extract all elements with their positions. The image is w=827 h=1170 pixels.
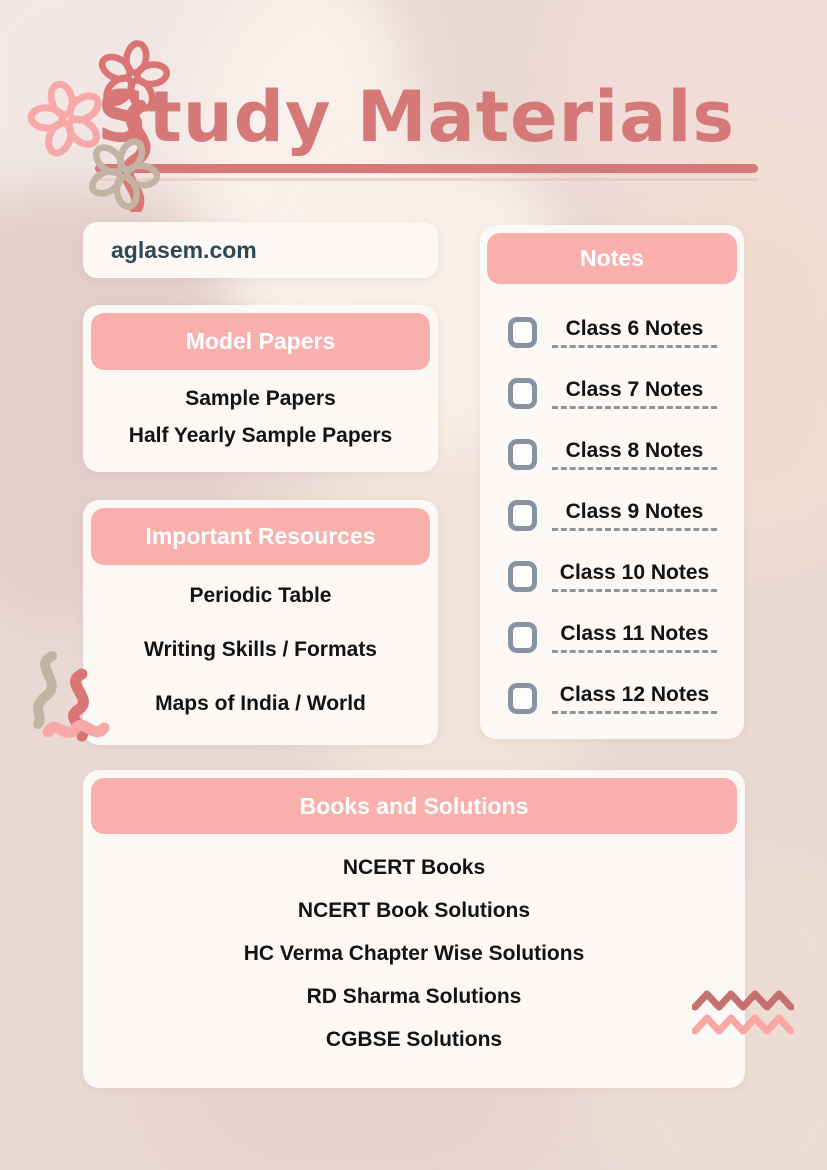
important-resources-header: Important Resources <box>91 508 430 565</box>
note-checkbox[interactable] <box>508 561 537 592</box>
note-row <box>508 363 744 424</box>
note-checkbox[interactable] <box>508 439 537 470</box>
dashed-underline <box>552 467 717 470</box>
dashed-underline <box>552 345 717 348</box>
note-row <box>508 607 744 668</box>
note-row <box>508 485 744 546</box>
note-checkbox[interactable] <box>508 622 537 653</box>
note-checkbox[interactable] <box>508 378 537 409</box>
title-underline <box>95 164 758 173</box>
list-item: NCERT Book Solutions <box>297 899 531 922</box>
dashed-underline <box>552 406 717 409</box>
notes-header: Notes <box>487 233 737 284</box>
note-link[interactable]: Class 11 Notes <box>560 622 709 645</box>
model-papers-card <box>83 305 438 472</box>
list-item: Half Yearly Sample Papers <box>128 424 393 447</box>
list-item: CGBSE Solutions <box>325 1028 503 1051</box>
list-item: HC Verma Chapter Wise Solutions <box>243 942 585 965</box>
site-card <box>83 222 438 278</box>
note-checkbox[interactable] <box>508 317 537 348</box>
list-item: RD Sharma Solutions <box>306 985 522 1008</box>
list-item: Periodic Table <box>189 584 332 607</box>
note-checkbox[interactable] <box>508 500 537 531</box>
note-row <box>508 546 744 607</box>
list-item: NCERT Books <box>342 856 486 879</box>
list-item: Maps of India / World <box>155 692 366 715</box>
note-link[interactable]: Class 8 Notes <box>565 439 704 462</box>
note-link[interactable]: Class 9 Notes <box>565 500 704 523</box>
zigzag-icon <box>692 986 794 1042</box>
notes-card <box>480 225 744 739</box>
flower-icon <box>90 34 176 120</box>
note-row <box>508 302 744 363</box>
note-checkbox[interactable] <box>508 683 537 714</box>
note-link[interactable]: Class 10 Notes <box>559 561 710 584</box>
dashed-underline <box>552 589 717 592</box>
dashed-underline <box>552 650 717 653</box>
list-item: Sample Papers <box>185 387 336 410</box>
title-underline-thin <box>95 178 758 181</box>
books-and-solutions-header: Books and Solutions <box>91 778 737 834</box>
list-item: Writing Skills / Formats <box>144 638 377 661</box>
books-and-solutions-card <box>83 770 745 1088</box>
note-row <box>508 668 744 729</box>
dashed-underline <box>552 711 717 714</box>
note-link[interactable]: Class 7 Notes <box>565 378 704 401</box>
note-row <box>508 424 744 485</box>
squiggle-icon <box>22 648 114 748</box>
note-link[interactable]: Class 12 Notes <box>559 683 710 706</box>
important-resources-card <box>83 500 438 745</box>
dashed-underline <box>552 528 717 531</box>
model-papers-header: Model Papers <box>91 313 430 370</box>
site-link[interactable]: aglasem.com <box>111 236 257 263</box>
page-title: Study Materials <box>97 76 736 158</box>
note-link[interactable]: Class 6 Notes <box>565 317 704 340</box>
